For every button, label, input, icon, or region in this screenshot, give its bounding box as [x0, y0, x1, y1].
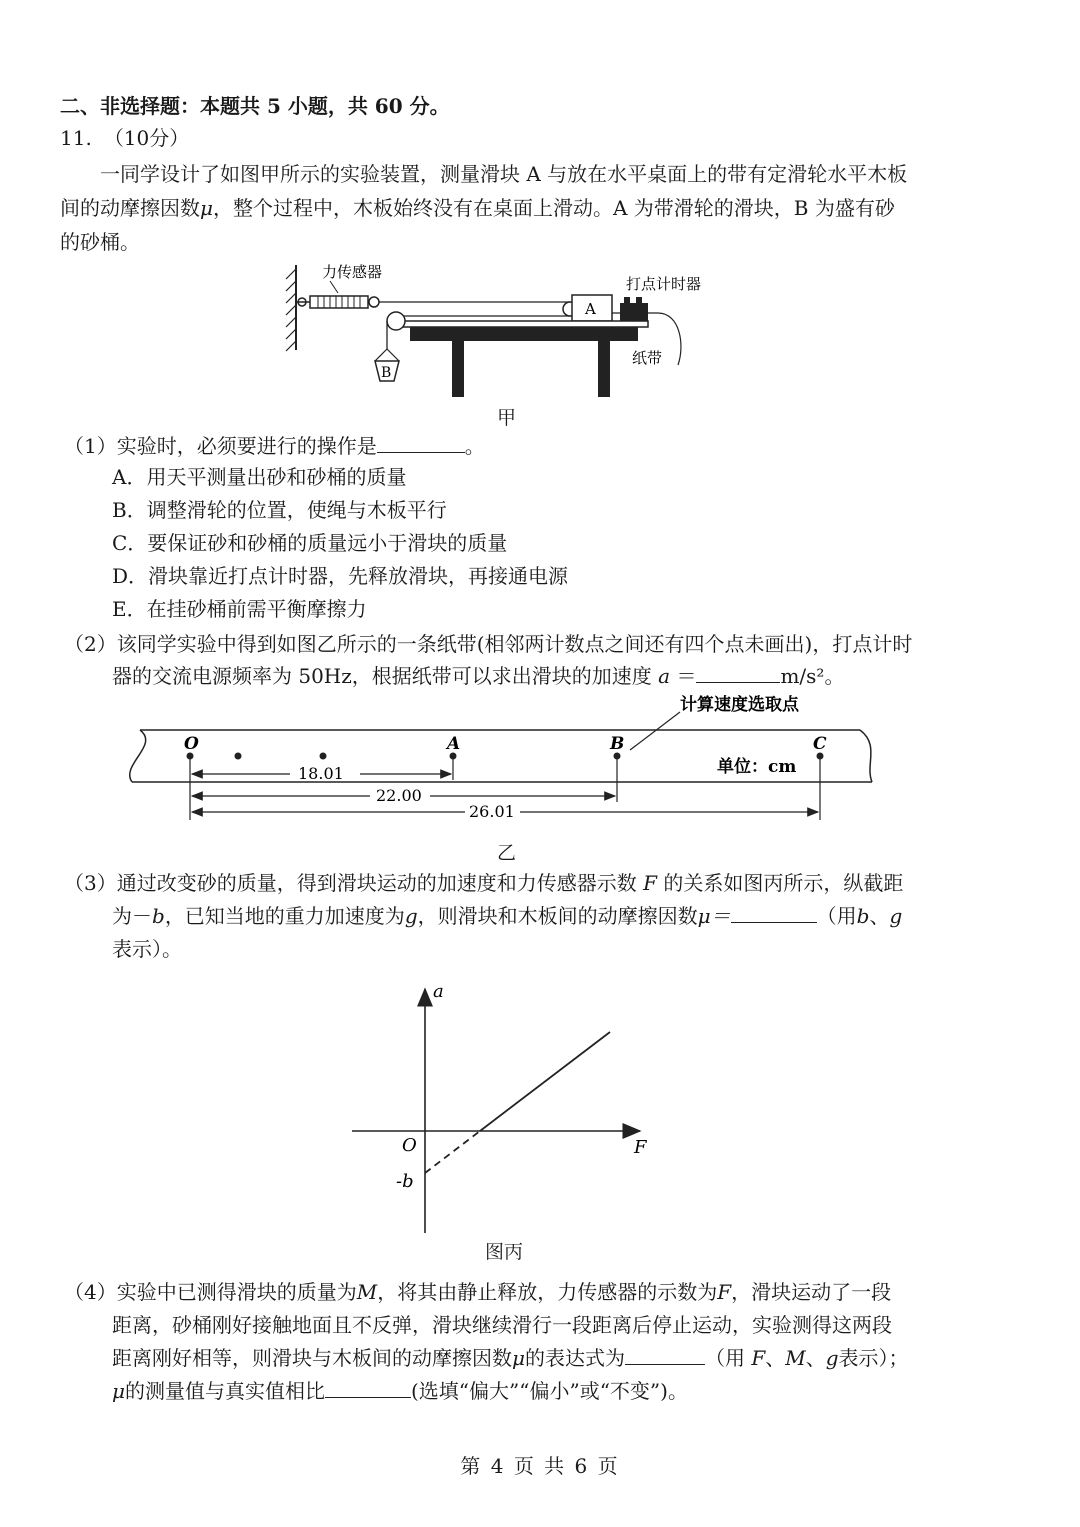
section-header: 二、非选择题：本题共 5 小题，共 60 分。 [60, 94, 450, 118]
page-footer: 第 4 页 共 6 页 [460, 1454, 620, 1478]
caption-bing: 图丙 [485, 1241, 524, 1263]
question-score: （10分） [103, 126, 190, 150]
var-g: g [889, 904, 903, 928]
p3-line-2 [112, 902, 902, 930]
mu-symbol: μ [200, 196, 213, 220]
origin-label: O [402, 1135, 417, 1156]
mu-symbol: μ [112, 1379, 125, 1403]
x-axis-label: F [634, 1137, 647, 1158]
a-f-line [480, 1032, 610, 1131]
p4-text: ，将其由静止释放，力传感器的示数为 [377, 1280, 718, 1304]
caption-yi: 乙 [497, 842, 517, 864]
p3-text: （3）通过改变砂的质量，得到滑块运动的加速度和力传感器示数 [64, 871, 637, 895]
var-g: g [404, 904, 418, 928]
p4-text: 距离刚好相等，则滑块与木板间的动摩擦因数 [112, 1346, 512, 1370]
table-top [410, 327, 638, 341]
var-b: b [152, 904, 165, 928]
p3-text: 为－ [112, 904, 152, 928]
question-header [60, 124, 189, 152]
figure-jia [280, 255, 740, 425]
p1-stem-text: （1）实验时，必须要进行的操作是 [64, 434, 377, 458]
p4-line-3 [112, 1344, 909, 1372]
p3-text: ，已知当地的重力加速度为 [164, 904, 405, 928]
p4-text: (选填“偏大”“偏小”或“不变”)。 [411, 1379, 688, 1403]
intro-line-1: 一同学设计了如图甲所示的实验装置，测量滑块 A 与放在水平桌面上的带有定滑轮水平木板 [100, 162, 908, 186]
y-axis-label: a [433, 981, 444, 1002]
label-c-point: C [813, 734, 827, 754]
dot [320, 753, 327, 760]
p4-text: 表示）； [838, 1346, 909, 1370]
p4-text: 、 [765, 1346, 786, 1370]
dot [235, 753, 242, 760]
mu-eq: μ＝ [697, 904, 731, 928]
p2-line-1: （2）该同学实验中得到如图乙所示的一条纸带(相邻两计数点之间还有四个点未画出)，打点计时 [64, 632, 913, 656]
option-d: D．滑块靠近打点计时器，先释放滑块，再接通电源 [112, 564, 569, 588]
var-f: F [643, 871, 657, 895]
p4-text: 、 [805, 1346, 826, 1370]
table-leg-right [598, 341, 610, 397]
p4-text: （4）实验中已测得滑块的质量为 [64, 1280, 357, 1304]
distance-oa: 18.01 [298, 764, 344, 783]
answer-blank-4[interactable] [625, 1344, 705, 1365]
p3-text: （用 [816, 904, 857, 928]
p4-line-2: 距离，砂桶刚好接触地面且不反弹，滑块继续滑行一段距离后停止运动，实验测得这两段 [112, 1313, 892, 1337]
p1-stem [64, 432, 485, 460]
p4-line-4 [112, 1377, 688, 1405]
mu-symbol: μ [512, 1346, 525, 1370]
label-timer: 打点计时器 [626, 275, 702, 293]
answer-blank-3[interactable] [731, 902, 817, 923]
p1-stem-end: 。 [464, 434, 485, 458]
timer [620, 303, 648, 321]
p4-line-1 [64, 1278, 891, 1306]
board-pulley [387, 312, 405, 330]
label-a: A [585, 300, 596, 318]
p4-text: ，滑块运动了一段 [731, 1280, 892, 1304]
option-e: E．在挂砂桶前需平衡摩擦力 [112, 597, 367, 621]
sensor-pointer [330, 281, 338, 293]
label-calc-point: 计算速度选取点 [680, 695, 799, 715]
label-unit: 单位：cm [717, 757, 797, 777]
p2-unit: m/s²。 [780, 664, 845, 688]
label-tape: 纸带 [632, 349, 663, 367]
p4-text: 的测量值与真实值相比 [125, 1379, 325, 1403]
option-c: C．要保证砂和砂桶的质量远小于滑块的质量 [112, 531, 508, 555]
caption-jia: 甲 [497, 407, 517, 429]
label-a-point: A [447, 734, 461, 754]
wood-board [396, 321, 648, 327]
table-leg-left [452, 341, 464, 397]
p4-text: （用 [705, 1346, 745, 1370]
intro-text: 间的动摩擦因数 [60, 196, 200, 220]
var-b: b [856, 904, 870, 928]
label-force-sensor: 力传感器 [322, 263, 383, 281]
p2-line-2 [112, 662, 844, 690]
figure-bing [340, 975, 670, 1240]
var-a: a [658, 664, 671, 688]
p3-text: ，则滑块和木板间的动摩擦因数 [417, 904, 698, 928]
question-number: 11. [60, 126, 92, 150]
intro-line-2 [60, 194, 895, 222]
distance-oc: 26.01 [469, 802, 515, 821]
p2-text: 器的交流电源频率为 50Hz，根据纸带可以求出滑块的加速度 [112, 664, 652, 688]
var-m: M [356, 1280, 378, 1304]
p2-eq: ＝ [676, 664, 697, 688]
intro-line-3: 的砂桶。 [60, 230, 140, 254]
p3-line-1 [64, 869, 903, 897]
p3-text: 、 [869, 904, 890, 928]
p4-text: 的表达式为 [525, 1346, 625, 1370]
option-b: B．调整滑轮的位置，使绳与木板平行 [112, 498, 447, 522]
label-b: B [381, 365, 392, 381]
answer-blank-2[interactable] [696, 662, 780, 683]
p3-line-3: 表示）。 [112, 937, 182, 961]
answer-blank-1[interactable] [377, 432, 465, 453]
intro-text: ，整个过程中，木板始终没有在桌面上滑动。A 为带滑轮的滑块，B 为盛有砂 [213, 196, 895, 220]
distance-ob: 22.00 [376, 786, 422, 805]
figure-yi [120, 690, 890, 825]
intercept-label: -b [396, 1171, 414, 1192]
var-f: F [751, 1346, 766, 1370]
var-g: g [825, 1346, 839, 1370]
extrapolated-line [425, 1131, 480, 1173]
var-f: F [717, 1280, 732, 1304]
wall-hatch [286, 269, 296, 351]
label-o: O [184, 734, 199, 754]
answer-blank-5[interactable] [325, 1377, 411, 1398]
force-sensor [310, 296, 368, 308]
label-b-point: B [610, 734, 625, 754]
p3-text: 的关系如图丙所示，纵截距 [663, 871, 904, 895]
var-m: M [785, 1346, 806, 1370]
option-a: A．用天平测量出砂和砂桶的质量 [112, 465, 407, 489]
